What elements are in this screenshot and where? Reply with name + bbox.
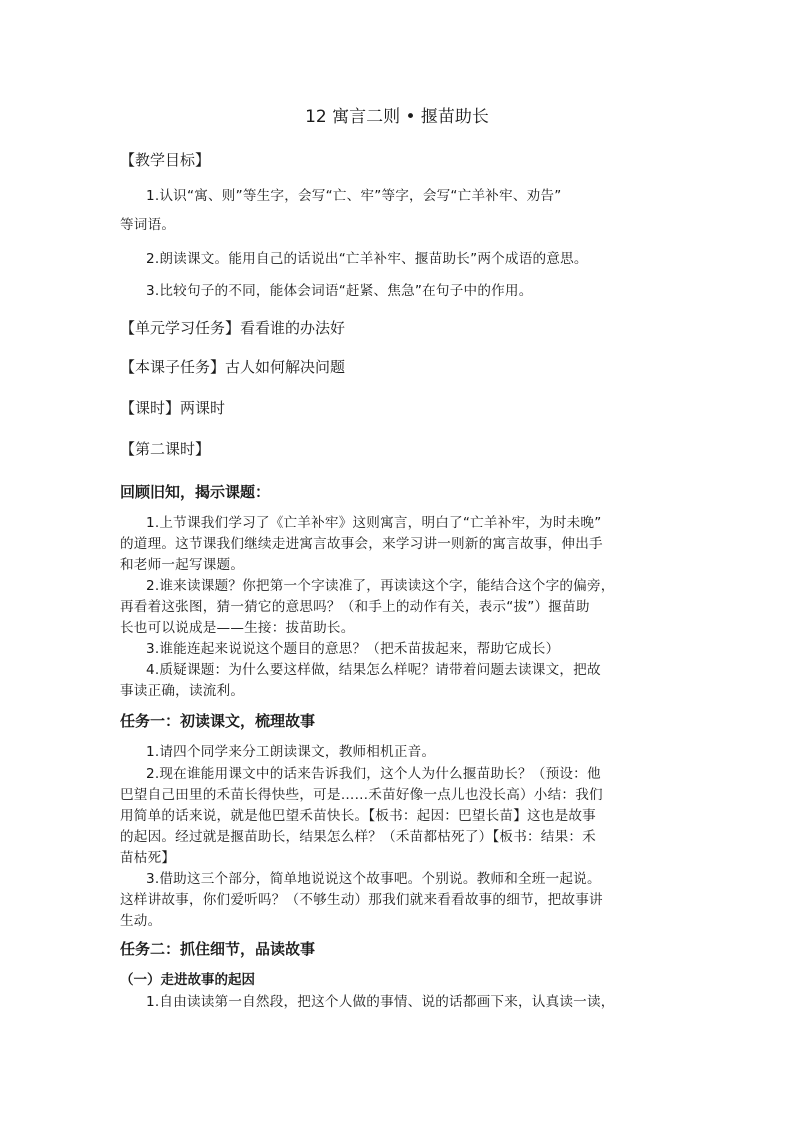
- task2-p1: 1.自由读读第一自然段，把这个人做的事情、说的话都画下来，认真读一读，: [146, 994, 615, 1010]
- review-p4-line-1: 4.质疑课题：为什么要这样做，结果怎么样呢？请带着问题去读课文，把故: [146, 662, 601, 678]
- page-title: 12 寓言二则 • 揠苗助长: [305, 107, 489, 127]
- objective-item-2: 2.朗读课文。能用自己的话说出“亡羊补牢、揠苗助长”两个成语的意思。: [146, 251, 588, 267]
- task1-p2-line-3: 用简单的话来说，就是他巴望禾苗快长。【板书：起因：巴望长苗】这也是故事: [120, 808, 596, 824]
- task1-heading: 任务一：初读课文，梳理故事: [120, 712, 316, 730]
- review-heading: 回顾旧知，揭示课题：: [120, 483, 271, 501]
- task1-p1: 1.请四个同学来分工朗读课文，教师相机正音。: [146, 744, 436, 760]
- task1-p2-line-4: 的起因。经过就是揠苗助长，结果怎么样？（禾苗都枯死了）【板书：结果：禾: [120, 829, 596, 845]
- objective-item-3: 3.比较句子的不同，能体会词语“赶紧、焦急”在句子中的作用。: [146, 283, 533, 299]
- task1-p2-line-1: 2.现在谁能用课文中的话来告诉我们，这个人为什么揠苗助长？（预设：他: [146, 766, 601, 782]
- review-p4-line-2: 事读正确，读流利。: [120, 683, 245, 699]
- task1-p3-line-3: 生动。: [120, 913, 162, 929]
- task1-p3-line-1: 3.借助这三个部分，简单地说说这个故事吧。个别说。教师和全班一起说。: [146, 871, 601, 887]
- periods: 【课时】两课时: [120, 399, 226, 417]
- objective-item-1-line-1: 1.认识“寓、则”等生字，会写“亡、牢”等字，会写“亡羊补牢、劝告”: [146, 188, 562, 204]
- task2-subheading-1: （一）走进故事的起因: [120, 972, 255, 988]
- review-p1-line-1: 1.上节课我们学习了《亡羊补牢》这则寓言，明白了“亡羊补牢，为时未晚”: [146, 515, 602, 531]
- review-p1-line-2: 的道理。这节课我们继续走进寓言故事会，来学习讲一则新的寓言故事，伸出手: [120, 536, 603, 552]
- review-p1-line-3: 和老师一起写课题。: [120, 557, 245, 573]
- period-two-heading: 【第二课时】: [120, 440, 211, 458]
- task1-p3-line-2: 这样讲故事，你们爱听吗？（不够生动）那我们就来看看故事的细节，把故事讲: [120, 892, 603, 908]
- objective-item-1-line-2: 等词语。: [120, 217, 176, 233]
- review-p2-line-3: 长也可以说成是——生接：拔苗助长。: [120, 620, 355, 636]
- objectives-heading: 【教学目标】: [120, 151, 211, 169]
- review-p3: 3.谁能连起来说说这个题目的意思？（把禾苗拔起来，帮助它成长）: [146, 641, 560, 657]
- lesson-task: 【本课子任务】古人如何解决问题: [120, 358, 346, 376]
- task1-p2-line-5: 苗枯死】: [120, 850, 176, 866]
- task1-p2-line-2: 巴望自己田里的禾苗长得快些，可是……禾苗好像一点儿也没长高）小结：我们: [120, 787, 603, 803]
- task2-heading: 任务二：抓住细节，品读故事: [120, 940, 316, 958]
- review-p2-line-2: 再看着这张图，猜一猜它的意思吗？（和手上的动作有关，表示“拔”）揠苗助: [120, 599, 590, 615]
- unit-task: 【单元学习任务】看看谁的办法好: [120, 319, 346, 337]
- review-p2-line-1: 2.谁来读课题？你把第一个字读准了，再读读这个字，能结合这个字的偏旁，: [146, 578, 615, 594]
